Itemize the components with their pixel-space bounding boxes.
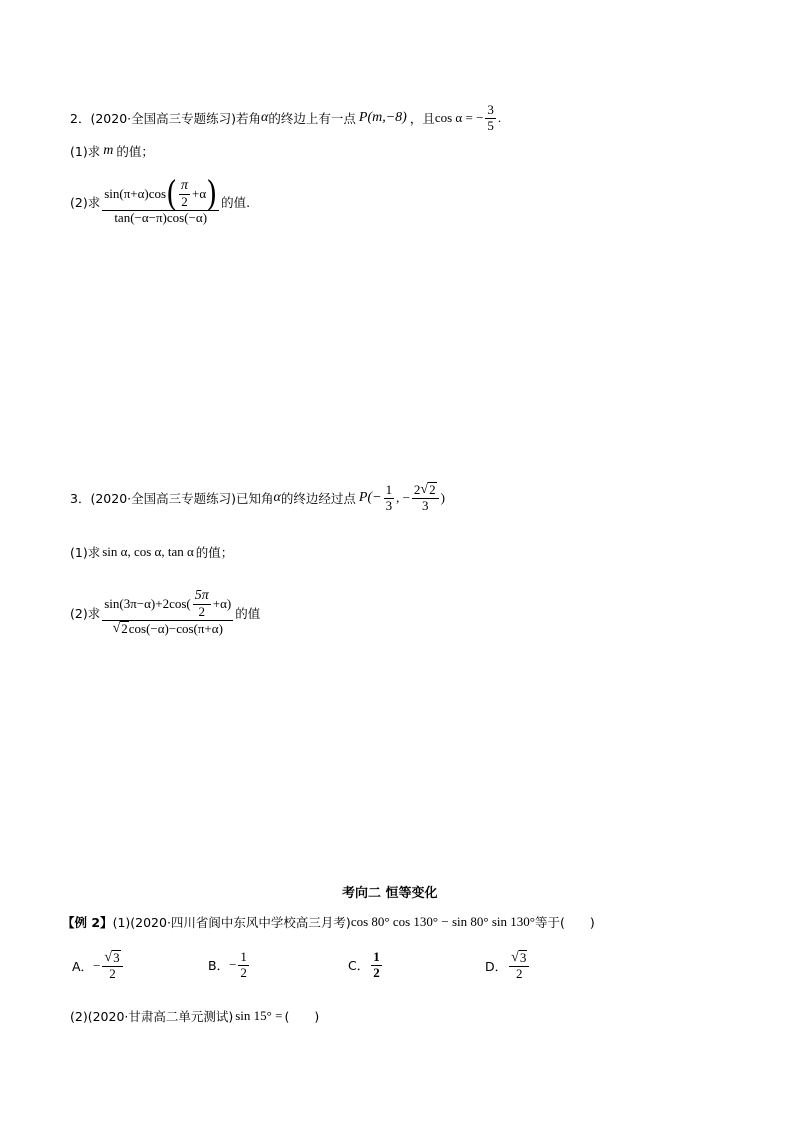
q2-cos-num: 3	[487, 102, 494, 117]
option-b-sign: −	[229, 957, 237, 973]
q2-part2-num-b: +α	[192, 185, 207, 201]
q3-part2-den-rad: 2	[121, 621, 128, 637]
option-d-rad: 3	[519, 950, 527, 966]
q3-part2-fraction	[102, 588, 233, 637]
q2-part1-prefix: (1)求	[70, 144, 101, 159]
q3-text-b: 的终边经过点	[280, 491, 356, 507]
q3-stem	[70, 482, 445, 514]
q3-part1-suffix: 的值；	[195, 545, 234, 560]
option-c-fraction	[371, 950, 382, 981]
q3-part2-numerator	[102, 588, 233, 620]
q2-text-b: 的终边上有一点	[268, 111, 356, 127]
q3-part2-num-b: +α)	[212, 595, 232, 611]
q3-number: 3．	[70, 491, 91, 507]
q3-p2-rad: 2	[429, 482, 436, 498]
q2-part1-var: m	[103, 143, 114, 158]
q3-part2-den-b: cos(−α)−cos(π+α)	[128, 620, 223, 636]
q2-part2-inner-fraction	[179, 178, 190, 210]
option-d-sqrt: √ 3	[511, 950, 527, 966]
option-d-den: 2	[515, 966, 523, 982]
ex2-p2-suffix: ( )	[284, 1009, 320, 1024]
ex2-part1	[62, 913, 595, 931]
q3-p2-coef: 2	[413, 481, 421, 497]
q2-part2	[70, 172, 251, 226]
q3-part2-prefix: (2)求	[70, 605, 101, 621]
q2-part2-inner-den: 2	[181, 194, 188, 210]
ex2-p1-source: (1)(2020·四川省阆中东风中学校高三月考)	[112, 915, 351, 930]
q3-p1-den: 3	[385, 497, 393, 513]
option-b-label: B．	[208, 958, 230, 974]
q2-part1-suffix: 的值；	[116, 144, 154, 159]
q2-point: P(m,−8)	[358, 110, 407, 126]
q3-part1-expr: sin α, cos α, tan α	[102, 544, 194, 559]
option-c-label: C．	[348, 958, 370, 974]
option-a-sign: −	[93, 958, 101, 974]
option-b-fraction	[238, 950, 249, 981]
q3-comma: , −	[396, 490, 410, 506]
option-d-label: D．	[485, 959, 508, 975]
q2-part2-num-a: sin(π+α)cos	[104, 185, 167, 201]
q2-number: 2．	[70, 111, 91, 127]
q3-p2-sqrt: √ 2	[420, 482, 436, 498]
q3-part2-denominator	[111, 621, 225, 637]
q3-part2-inner-num: 5π	[194, 588, 209, 603]
q3-p2-num	[412, 482, 439, 498]
q3-part2	[70, 588, 260, 637]
q3-p2-den: 3	[422, 498, 429, 514]
q2-alpha: α	[261, 110, 269, 126]
q3-text-a: 已知角	[236, 491, 274, 507]
option-c-num: 1	[373, 949, 380, 964]
option-c[interactable]	[348, 950, 384, 981]
q3-alpha: α	[273, 490, 281, 506]
q2-text-c: ，且	[409, 111, 435, 127]
option-a-label: A．	[72, 959, 94, 975]
option-d-fraction	[509, 950, 529, 982]
option-b-den: 2	[240, 964, 247, 980]
q3-part2-num-a: sin(3π−α)+2cos(	[104, 595, 191, 611]
option-a-fraction	[102, 950, 122, 982]
q3-part2-suffix: 的值	[235, 605, 261, 621]
q3-source: (2020·全国高三专题练习)	[90, 491, 236, 507]
q2-cos-fraction	[485, 103, 496, 134]
q2-part1	[70, 142, 154, 160]
q2-cos-expr: cos α = −	[434, 110, 484, 126]
q2-part2-denominator: tan(−α−π)cos(−α)	[114, 210, 208, 226]
q3-p1-num: 1	[385, 481, 393, 497]
q2-cos-den: 5	[487, 117, 494, 133]
ex2-p2-source: (2)(2020·甘肃高二单元测试)	[70, 1009, 234, 1024]
q3-point-close: )	[440, 490, 445, 506]
ex2-part2	[70, 1007, 319, 1025]
q2-part2-prefix: (2)求	[70, 194, 101, 210]
q2-part2-numerator: sin(π+α)cos ( $\frac{\pi}{2}$ +α )	[104, 172, 218, 215]
ex2-p1-suffix: 等于( )	[534, 915, 595, 930]
option-d[interactable]	[485, 950, 531, 982]
q2-period: .	[497, 110, 502, 126]
option-c-den: 2	[373, 964, 380, 980]
q3-p2-fraction	[412, 482, 439, 514]
q3-point-open: P(−	[358, 490, 382, 506]
option-a-sqrt: √ 3	[104, 950, 120, 966]
q2-part2-suffix: 的值.	[221, 194, 251, 210]
option-a-den: 2	[109, 966, 116, 982]
section-title: 考向二 恒等变化	[342, 886, 438, 901]
q3-part1-prefix: (1)求	[70, 545, 101, 560]
q3-part2-inner-fraction	[193, 588, 211, 620]
ex2-label: 【例 2】	[62, 915, 113, 930]
q2-part2-inner-num: π	[181, 178, 189, 193]
q3-part2-den-sqrt: √ 2	[112, 621, 128, 637]
q3-part2-inner-den: 2	[198, 604, 205, 620]
option-a[interactable]	[72, 950, 125, 982]
ex2-p2-expr: sin 15° =	[235, 1008, 283, 1023]
q3-p1-fraction	[384, 483, 395, 514]
q2-stem	[70, 103, 501, 134]
option-b-num: 1	[240, 949, 247, 964]
q2-part2-fraction	[102, 172, 219, 226]
option-b[interactable]	[208, 950, 251, 981]
option-a-rad: 3	[113, 950, 120, 966]
ex2-p1-expr: cos 80° cos 130° − sin 80° sin 130°	[350, 914, 535, 929]
q2-source: (2020·全国高三专题练习)	[90, 111, 236, 127]
q2-text-a: 若角	[236, 111, 262, 127]
q3-part1	[70, 543, 233, 561]
